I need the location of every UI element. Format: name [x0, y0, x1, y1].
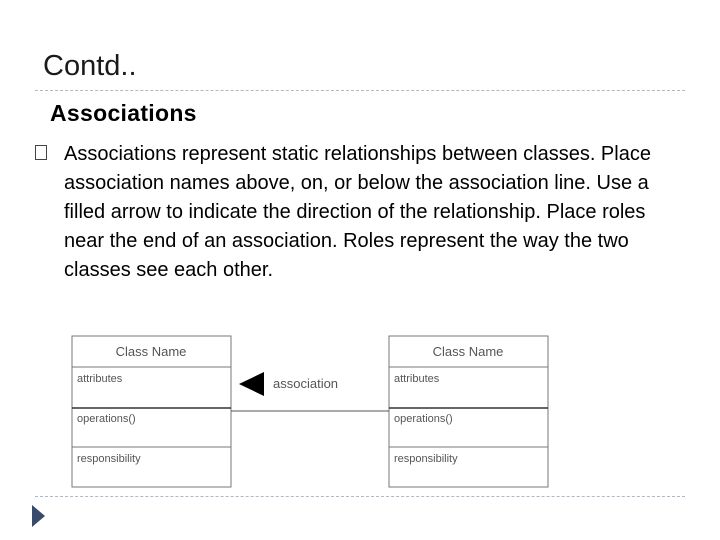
left-class-box	[72, 336, 231, 487]
left-class-responsibility: responsibility	[77, 453, 141, 465]
section-heading: Associations	[50, 100, 197, 126]
bullet-text: Associations represent static relationships between classes. Place association names above, on, or below the association line. Use a filled arrow to indicate the direction of the relationship. Place roles near the end of an association. Roles represent the way the two classes see each other.	[64, 143, 651, 281]
association-label: association	[273, 376, 339, 391]
right-class-operations: operations()	[394, 413, 453, 425]
footer-divider	[35, 496, 685, 497]
direction-arrow-icon	[239, 372, 264, 396]
left-class-attributes: attributes	[77, 373, 123, 385]
left-class-operations: operations()	[77, 413, 136, 425]
right-class-name: Class Name	[432, 344, 504, 359]
right-class-attributes: attributes	[394, 373, 440, 385]
right-class-responsibility: responsibility	[394, 453, 458, 465]
right-class-box	[389, 336, 548, 487]
left-class-name: Class Name	[115, 344, 187, 359]
next-slide-arrow-icon[interactable]	[32, 505, 45, 527]
slide-title: Contd..	[43, 50, 137, 82]
